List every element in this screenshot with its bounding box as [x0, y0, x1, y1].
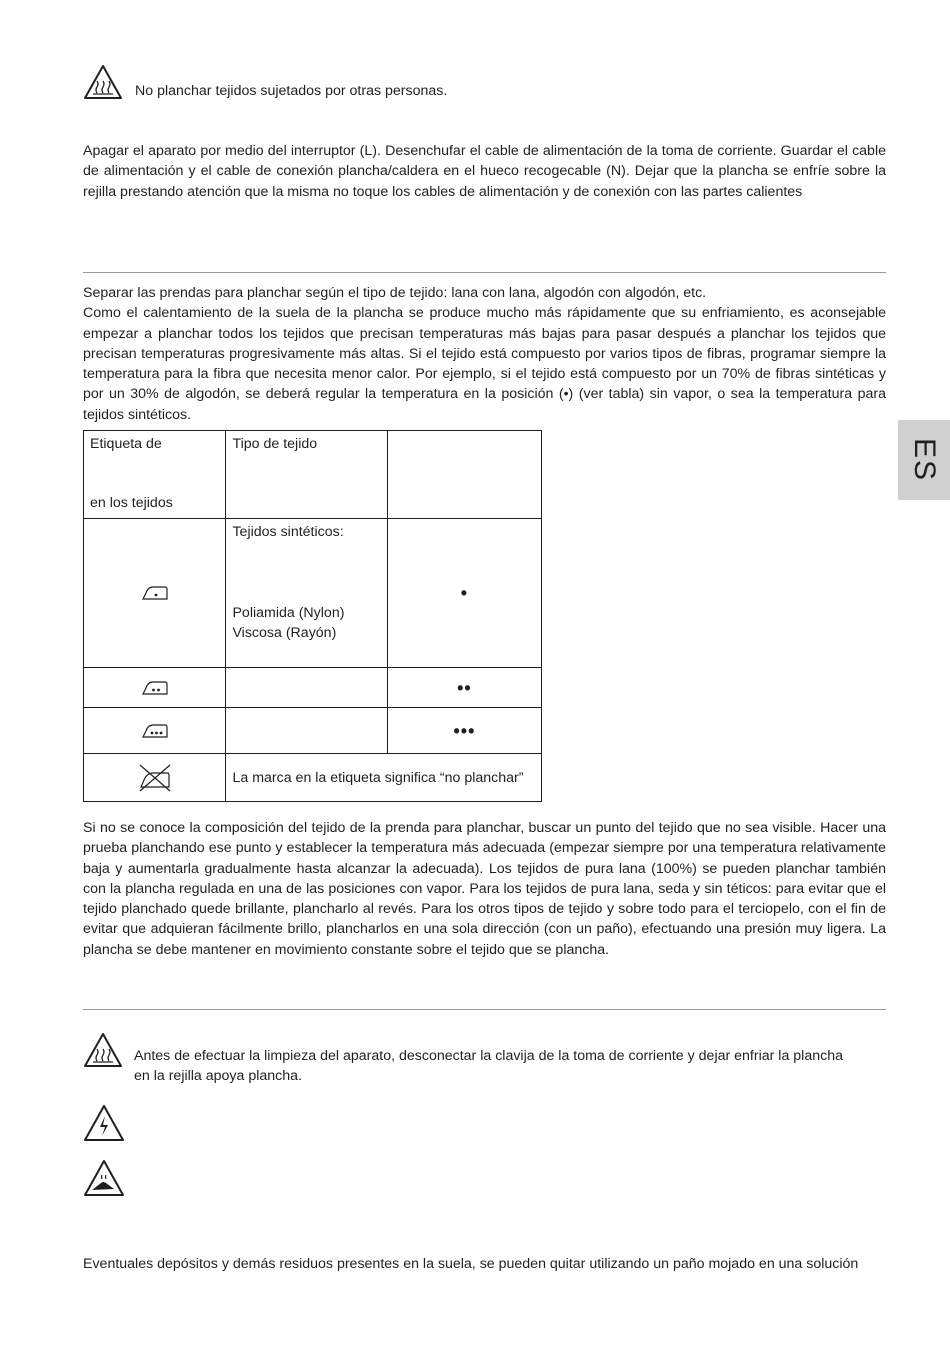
label-cell: [84, 708, 226, 754]
paragraph-sorting-body: Como el calentamiento de la suela de la plancha se produce mucho más rápidamente que su enfriamiento, es aconsejable empezar a planchar todos los tejidos que precisan temperaturas más bajas para pasar después a planchar los tejidos que precisan temperaturas progresivamente más altas. Si el tejido está compuesto por varios tipos de fibras, programar siempre la temperatura para la fibra que necesita menor calor. Por ejemplo, si el tejido está compuesto por un 70% de fibras sintéticas y por un 30% de algodón, se deberá regular la temperatura en la posición (•) (ver tabla) sin vapor, o sea la temperatura para tejidos sintéticos.: [83, 305, 886, 423]
header-fabric-type: Tipo de tejido: [232, 436, 318, 452]
fabric-line-2: Poliamida (Nylon): [232, 605, 345, 621]
hot-surface-warning-icon: [83, 1032, 123, 1068]
table-header-row: [84, 431, 542, 519]
setting-cell: •••: [387, 708, 541, 754]
paragraph-residue-text: Eventuales depósitos y demás residuos presentes en la suela, se pueden quitar utilizando un paño mojado en una solución: [83, 1256, 859, 1272]
no-iron-note-cell: [226, 754, 542, 802]
warning-text-top: No planchar tejidos sujetados por otras personas.: [135, 83, 448, 99]
paragraph-sorting-intro: Separar las prendas para planchar según el tipo de tejido: lana con lana, algodón con algodón, etc.: [83, 285, 707, 301]
header-fabric-cell: [226, 431, 387, 519]
table-row: [84, 668, 542, 708]
warning-cleaning-line1: Antes de efectuar la limpieza del aparato, desconectar la clavija de la toma de corriente y dejar enfriar la plancha: [134, 1048, 843, 1064]
paragraph-switch-off: [83, 141, 886, 202]
header-label-line1: Etiqueta de: [90, 436, 162, 452]
table-row: [84, 754, 542, 802]
label-cell: [84, 519, 226, 668]
label-cell: [84, 754, 226, 802]
table-row: [84, 519, 542, 668]
iron-one-dot-icon: [84, 585, 225, 601]
setting-cell: ••: [387, 668, 541, 708]
fabric-cell: [226, 668, 387, 708]
header-third-cell: [387, 431, 541, 519]
iron-three-dots-icon: [84, 723, 225, 739]
language-tab: [898, 420, 950, 500]
language-tab-label: ES: [908, 437, 941, 483]
hot-surface-warning-icon: [83, 64, 123, 100]
paragraph-unknown-fabric-text: Si no se conoce la composición del tejido de la prenda para planchar, buscar un punto del tejido que no sea visible. Hacer una prueba planchando ese punto y establecer la temperatura más adecuada (empezar siempre por una temperatura relativamente baja y aumentarla gradualmente hasta alcanzar la adecuada). Los tejidos de pura lana (100%) se pueden planchar también con la plancha regulada en una de las posiciones con vapor. Para los tejidos de pura lana, seda y sin téticos: para evitar que el tejido planchado quede brillante, plancharlo al revés. Para los otros tipos de tejido y sobre todo para el terciopelo, con el fin de evitar que adquieran fácilmente brillo, plancharlos en una sola dirección (con un paño), efectuando una presión muy ligera. La plancha se debe mantener en movimiento constante sobre el tejido que se plancha.: [83, 820, 886, 958]
table-row: [84, 708, 542, 754]
hand-burn-warning-icon: [83, 1159, 125, 1197]
electric-shock-warning-icon: [83, 1104, 125, 1142]
section-divider: [83, 1009, 886, 1010]
fabric-cell: [226, 519, 387, 668]
fabric-temperature-table: [83, 430, 542, 802]
iron-two-dots-icon: [84, 680, 225, 696]
label-cell: [84, 668, 226, 708]
paragraph-residue: [83, 1254, 886, 1274]
header-label-cell: [84, 431, 226, 519]
fabric-line-1: Tejidos sintéticos:: [232, 524, 344, 540]
header-third-text: [388, 431, 541, 437]
header-label-line2: en los tejidos: [90, 495, 173, 511]
paragraph-unknown-fabric: [83, 818, 886, 960]
no-iron-note: La marca en la etiqueta significa “no planchar”: [232, 769, 524, 786]
fabric-line-3: Viscosa (Rayón): [232, 625, 337, 641]
no-iron-icon: [84, 763, 225, 793]
warning-cleaning: [134, 1046, 886, 1087]
warning-cleaning-line2: en la rejilla apoya plancha.: [134, 1068, 302, 1085]
paragraph-sorting: [83, 283, 886, 425]
fabric-cell: [226, 708, 387, 754]
section-divider: [83, 272, 886, 273]
setting-cell: •: [387, 519, 541, 668]
paragraph-switch-off-text: Apagar el aparato por medio del interruptor (L). Desenchufar el cable de alimentación de la toma de corriente. Guardar el cable de alimentación y el cable de conexión plancha/caldera en el hueco recogecable (N). Dejar que la plancha se enfríe sobre la rejilla prestando atención que la misma no toque los cables de alimentación y de conexión con las partes calientes: [83, 143, 886, 200]
